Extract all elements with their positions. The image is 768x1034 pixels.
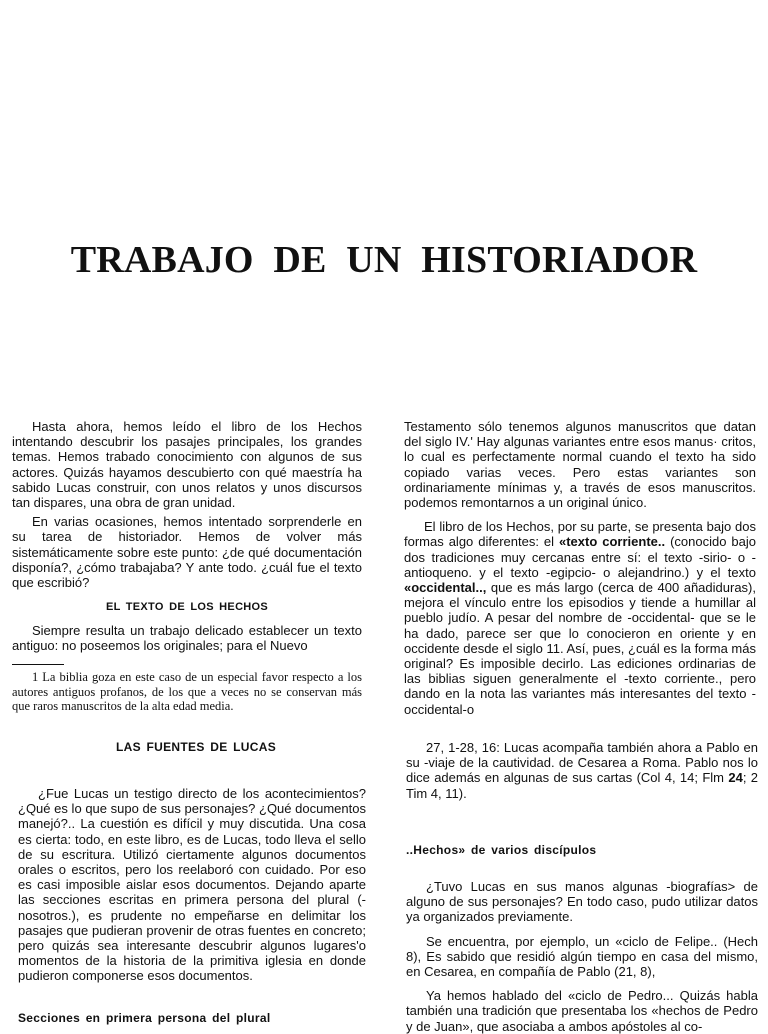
section-heading-text: EL TEXTO DE LOS HECHOS: [105, 601, 269, 614]
footnote-divider: [12, 664, 64, 665]
lower-left-column: [18, 786, 366, 984]
voyage-text-b: ; 2 Tim 4, 11).: [406, 770, 758, 801]
texto-corriente-term: «texto corriente..: [559, 534, 666, 550]
forms-text-a: El libro de los Hechos, por su parte, se presenta bajo dos formas algo diferentes: el: [404, 519, 756, 550]
texto-occidental-term: «occidental..,: [404, 580, 487, 596]
footnote: 1 La biblia goza en este caso de un especial favor respecto a los autores antiguos profanos, de los que a veces no se conservan más que raros manuscritos de la alta edad media.: [12, 670, 362, 713]
voyage-text-a: 27, 1-28, 16: Lucas acompaña también ahora a Pablo en su -viaje de la cautividad. de Cesarea a Roma. Pablo nos lo dice además en algunas de sus cartas (Col 4, 14; Flm: [406, 740, 758, 786]
verse-number: 24: [728, 770, 743, 786]
disciples-heading: ..Hechos» de varios discípulos: [406, 843, 597, 857]
historian-paragraph: En varias ocasiones, hemos intentado sorprenderle en su tarea de historiador. Hemos de volver más sistemáticamente sobre este punto: ¿de qué documentación disponía?, ¿cómo trabajaba? Y ante todo. ¿cuál fue el texto que escribió?: [12, 514, 362, 591]
voyage-paragraph: [406, 740, 758, 801]
lower-right-column-bottom: [406, 879, 758, 1034]
upper-right-column: [404, 419, 756, 717]
intro-paragraph: Hasta ahora, hemos leído el libro de los Hechos intentando descubrir los pasajes principales, los grandes temas. Hemos trabado conocimiento con algunos de sus actores. Quizás hayamos descubierto con qué maestría ha sabido Lucas construir, con unos relatos y unos discursos tan dispares, una obra de gran unidad.: [12, 419, 362, 511]
first-person-heading: Secciones en primera persona del plural: [18, 1011, 271, 1025]
forms-text-c: que es más largo (cerca de 400 añadiduras), mejora el vínculo entre los episodios y tiende a humillar al pueblo judío. A pesar del nombre de -occidental- que se le ha dado, parece ser que lo conocieron en oriente y en occidente desde el siglo 11. Así, pues, ¿cuál es la forma más original? Es imposible decirlo. Las ediciones ordinarias de las biblias siguen generalmente el -texto corriente., pero dando en la nota las variantes más interesantes del texto -occidental-o: [404, 580, 756, 717]
lower-right-column-top: [406, 740, 758, 801]
forms-paragraph: [404, 519, 756, 717]
manuscripts-paragraph: Testamento sólo tenemos algunos manuscritos que datan del siglo IV.' Hay algunas variantes entre esos manus· critos, lo cual es perfectamente normal cuando el texto ha sido copiado varias veces. Pero estas variantes son ordinariamente mínimas y, a través de esos manuscritos. podemos remontarnos a un original único.: [404, 419, 756, 511]
sources-heading: LAS FUENTES DE LUCAS: [116, 740, 277, 754]
upper-left-column: [12, 419, 362, 654]
biographies-paragraph: ¿Tuvo Lucas en sus manos algunas -biografías> de alguno de sus personajes? En todo caso, pudo utilizar datos ya organizados previamente.: [406, 879, 758, 925]
peter-cycle-paragraph: Ya hemos hablado del «ciclo de Pedro... Quizás habla también una tradición que presentaba los «hechos de Pedro y de Juan», que asociaba a ambos apóstoles al co-: [406, 988, 758, 1034]
forms-text-b: (conocido bajo dos tradiciones muy cercanas entre sí: el texto -sirio- o -antioqueno. y el texto -egipcio- o alejandrino.) y el texto: [404, 534, 757, 580]
page-title: TRABAJO DE UN HISTORIADOR: [70, 239, 698, 281]
sources-paragraph: ¿Fue Lucas un testigo directo de los acontecimientos? ¿Qué es lo que supo de sus personajes? ¿Qué documentos manejó?.. La cuestión es difícil y muy discutida. Una cosa es cierta: todo, en este libro, es de Lucas, todo lleva el sello de su escritura. Utilizó ciertamente algunos documentos orales o escritos, pero los reelaboró con cuidado. Por eso es casi imposible aislar esos documentos. Dejando aparte las secciones escritas en primera persona del plural (-nosotros.), es prudente no empeñarse en delimitar los pasajes que pudieran provenir de otras fuentes en concreto; pero quizás sea interesante descubrir algunos lugares'o momentos de la historia de la primitiva iglesia en donde pudieron componerse esos documentos.: [18, 786, 366, 984]
text-paragraph: Siempre resulta un trabajo delicado establecer un texto antiguo: no poseemos los originales; para el Nuevo: [12, 623, 362, 654]
philip-cycle-paragraph: Se encuentra, por ejemplo, un «ciclo de Felipe.. (Hech 8), Es sabido que residió algún tiempo en casa del mismo, en Cesarea, en compañía de Pablo (21, 8),: [406, 933, 758, 980]
